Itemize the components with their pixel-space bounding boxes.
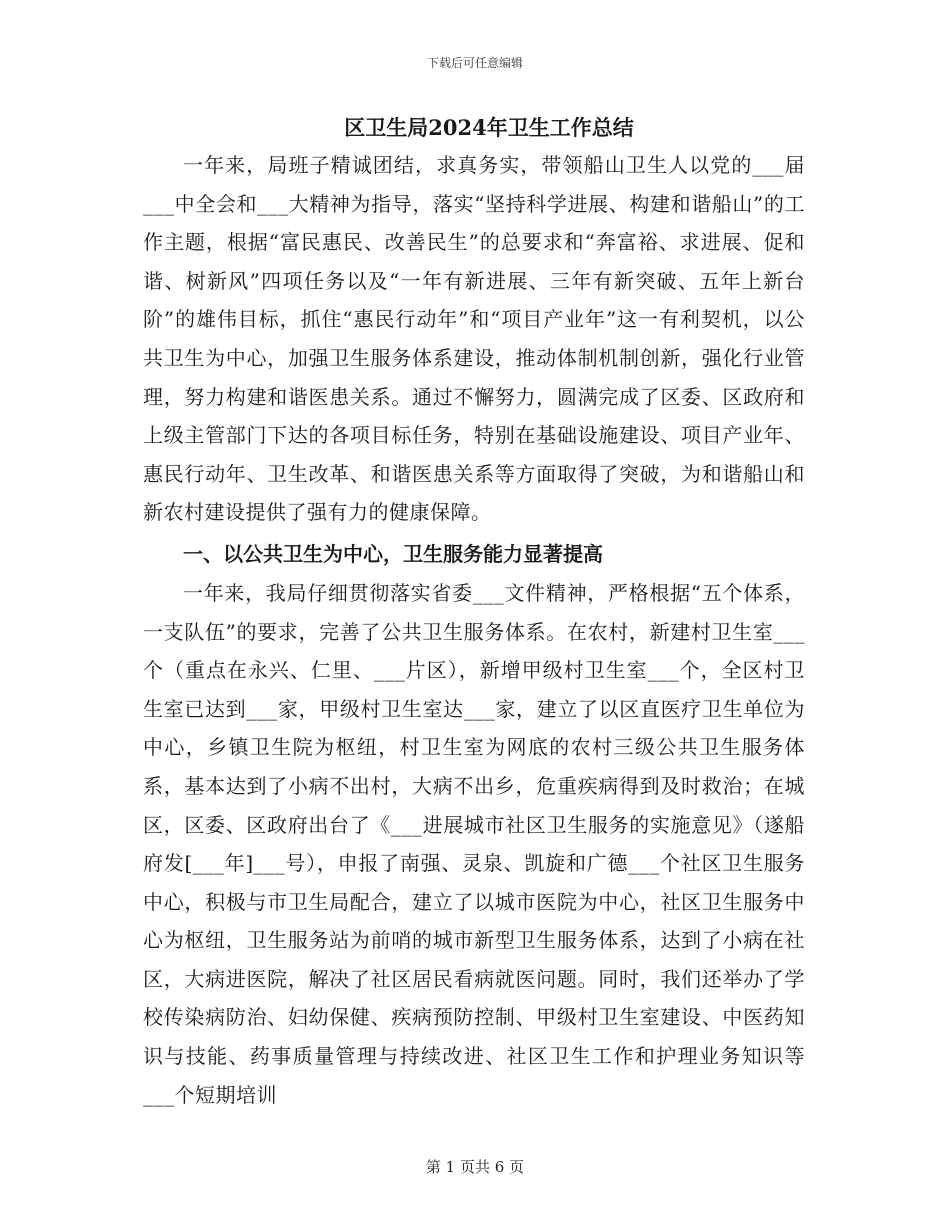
paragraph-intro: 一年来，局班子精诚团结，求真务实，带领船山卫生人以党的___届___中全会和___大精神为指导，落实“坚持科学进展、构建和谐船山”的工作主题，根据“富民惠民、改善民生”的总要求和“奔富裕、求进展、促和谐、树新风”四项任务以及“一年有新进展、三年有新突破、五年上新台阶”的雄伟目标，抓住“惠民行动年”和“项目产业年”这一有利契机，以公共卫生为中心，加强卫生服务体系建设，推动体制机制创新，强化行业管理，努力构建和谐医患关系。通过不懈努力，圆满完成了区委、区政府和上级主管部门下达的各项目标任务，特别在基础设施建设、项目产业年、惠民行动年、卫生改革、和谐医患关系等方面取得了突破，为和谐船山和新农村建设提供了强有力的健康保障。: [143, 153, 805, 525]
document-body: [143, 110, 805, 1114]
page-footer-page-number: 第 1 页共 6 页: [425, 1158, 525, 1176]
page-header-note: 下载后可任意编辑: [426, 56, 523, 70]
section-heading-1: 一、以公共卫生为中心，卫生服务能力显著提高: [183, 541, 603, 566]
document-title: 区卫生局2024年卫生工作总结: [344, 115, 634, 140]
paragraph-section-1: 一年来，我局仔细贯彻落实省委___文件精神，严格根据“五个体系，一支队伍”的要求，完善了公共卫生服务体系。在农村，新建村卫生室___个（重点在永兴、仁里、___片区），新增甲级村卫生室___个，全区村卫生室已达到___家，甲级村卫生室达___家，建立了以区直医疗卫生单位为中心，乡镇卫生院为枢纽，村卫生室为网底的农村三级公共卫生服务体系，基本达到了小病不出村，大病不出乡，危重疾病得到及时救治；在城区，区委、区政府出台了《___进展城市社区卫生服务的实施意见》（遂船府发[___年]___号），申报了南强、灵泉、凯旋和广德___个社区卫生服务中心，积极与市卫生局配合，建立了以城市医院为中心，社区卫生服务中心为枢纽，卫生服务站为前哨的城市新型卫生服务体系，达到了小病在社区，大病进医院，解决了社区居民看病就医问题。同时，我们还举办了学校传染病防治、妇幼保健、疾病预防控制、甲级村卫生室建设、中医药知识与技能、药事质量管理与持续改进、社区卫生工作和护理业务知识等___个短期培训: [143, 580, 805, 1107]
